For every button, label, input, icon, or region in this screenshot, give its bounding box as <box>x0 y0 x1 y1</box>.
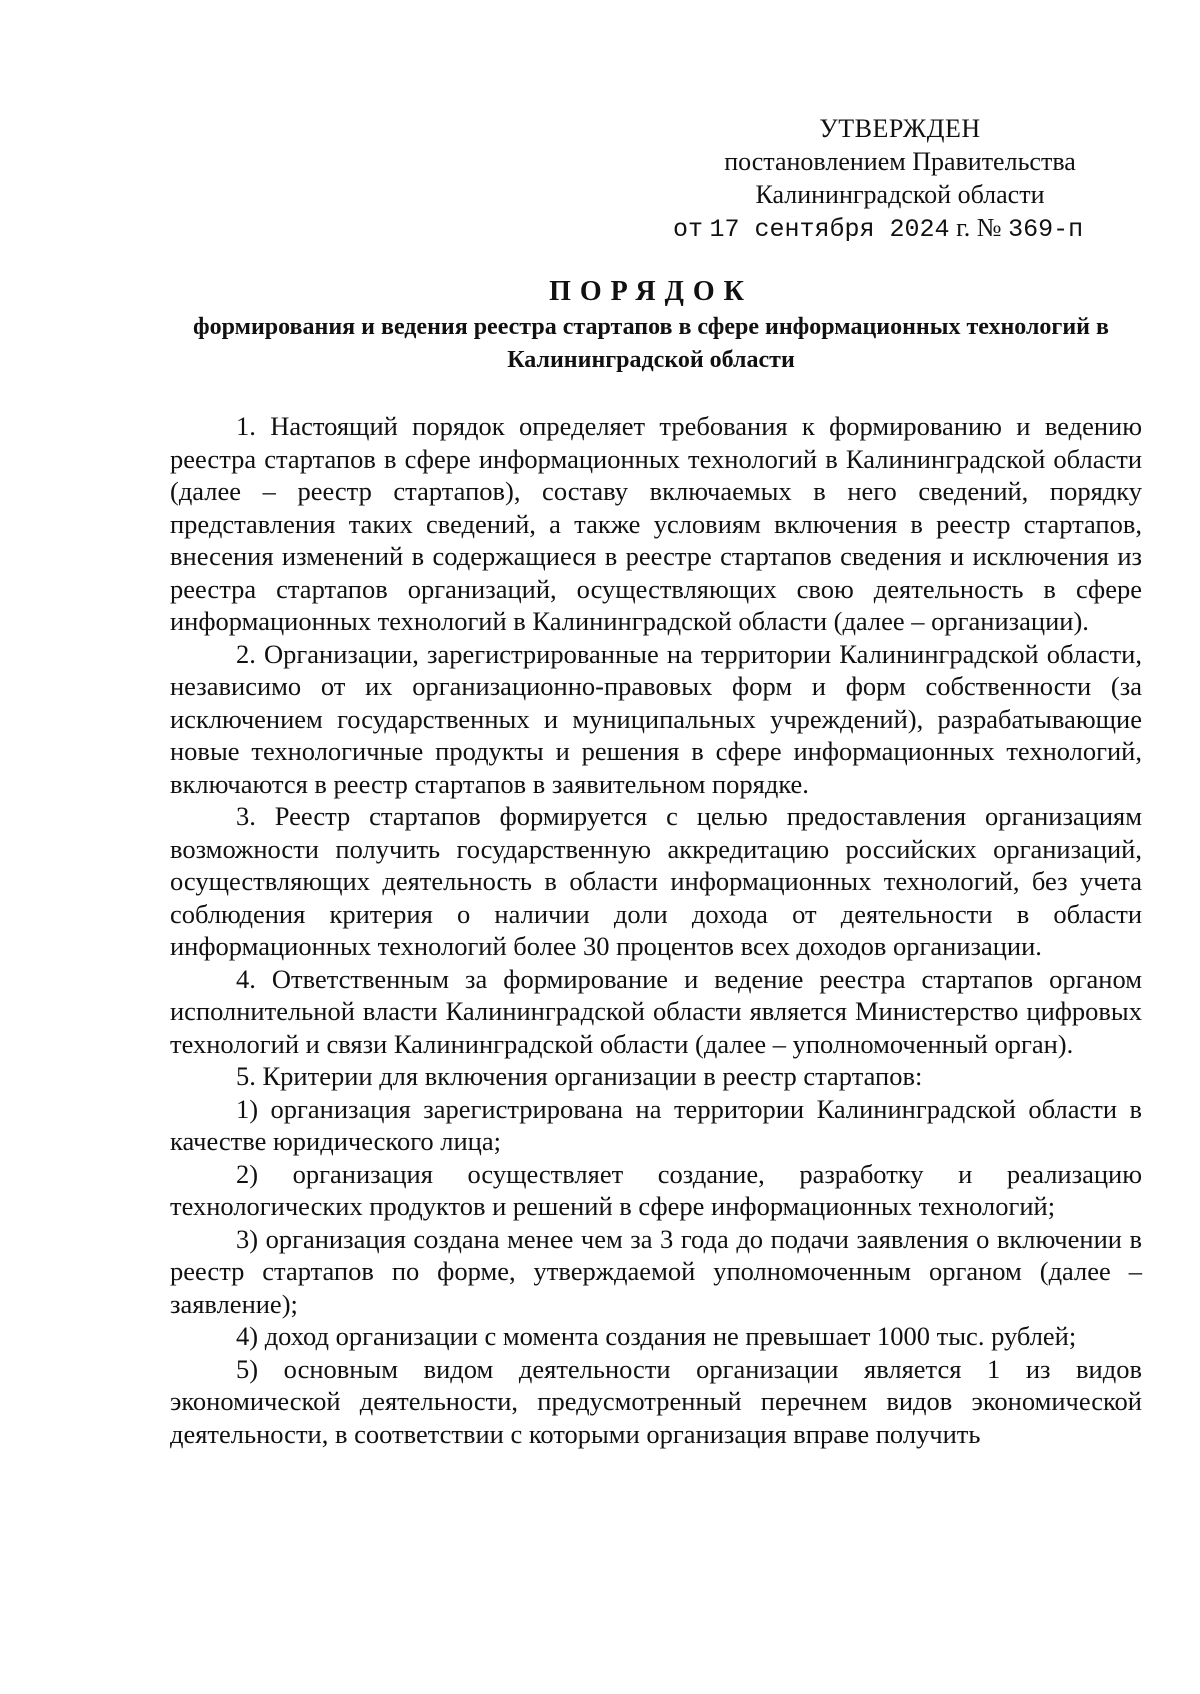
paragraph: 1) организация зарегистрирована на территории Калининградской области в качестве юридического лица; <box>170 1093 1142 1156</box>
paragraph: 1. Настоящий порядок определяет требования к формированию и ведению реестра стартапов в сфере информационных технологий в Калининградской области (далее – реестр стартапов), составу включаемых в него сведений, порядку представления таких сведений, а также условиям включения в реестр стартапов, внесения изменений в содержащиеся в реестре стартапов сведения и исключения из реестра стартапов организаций, осуществляющих свою деятельность в сфере информационных технологий в Калининградской области (далее – организации). <box>170 411 1142 636</box>
document-subtitle: формирования и ведения реестра стартапов в сфере информационных технологий в Калининградской области <box>193 314 1109 373</box>
paragraph: 4) доход организации с момента создания не превышает 1000 тыс. рублей; <box>236 1321 1077 1351</box>
approval-date-prefix: от <box>673 215 704 244</box>
approval-date: 17 сентября 2024 <box>709 215 950 244</box>
approval-stamp <box>660 112 1140 246</box>
paragraph: 5. Критерии для включения организации в реестр стартапов: <box>236 1061 923 1091</box>
document-title-block <box>160 273 1142 377</box>
approval-title: УТВЕРЖДЕН <box>819 114 981 143</box>
paragraph: 5) основным видом деятельности организации является 1 из видов экономической деятельности, предусмотренный перечнем видов экономической деятельности, в соответствии с которыми организация вправе получить <box>170 1353 1142 1449</box>
paragraph: 2) организация осуществляет создание, разработку и реализацию технологических продуктов и решений в сфере информационных технологий; <box>170 1158 1142 1221</box>
approval-number: 369-п <box>1008 215 1084 244</box>
paragraph: 2. Организации, зарегистрированные на территории Калининградской области, независимо от их организационно-правовых форм и форм собственности (за исключением государственных и муниципальных учреждений), разрабатывающие новые технологичные продукты и решения в сфере информационных технологий, включаются в реестр стартапов в заявительном порядке. <box>170 638 1142 799</box>
paragraph: 4. Ответственным за формирование и ведение реестра стартапов органом исполнительной власти Калининградской области является Министерство цифровых технологий и связи Калининградской области (далее – уполномоченный орган). <box>170 963 1142 1059</box>
approval-date-suffix: г. № <box>956 213 1002 242</box>
document-body <box>170 410 1142 1450</box>
paragraph: 3. Реестр стартапов формируется с целью предоставления организациям возможности получить государственную аккредитацию российских организаций, осуществляющих деятельность в области информационных технологий, без учета соблюдения критерия о наличии доли дохода от деятельности в области информационных технологий более 30 процентов всех доходов организации. <box>170 801 1142 961</box>
paragraph: 3) организация создана менее чем за 3 года до подачи заявления о включении в реестр стартапов по форме, утверждаемой уполномоченным органом (далее – заявление); <box>170 1223 1142 1319</box>
document-title: ПОРЯДОК <box>549 276 753 307</box>
approval-line-1: постановлением Правительства <box>724 147 1076 176</box>
approval-date-line <box>660 211 1140 246</box>
approval-line-2: Калининградской области <box>755 180 1045 209</box>
